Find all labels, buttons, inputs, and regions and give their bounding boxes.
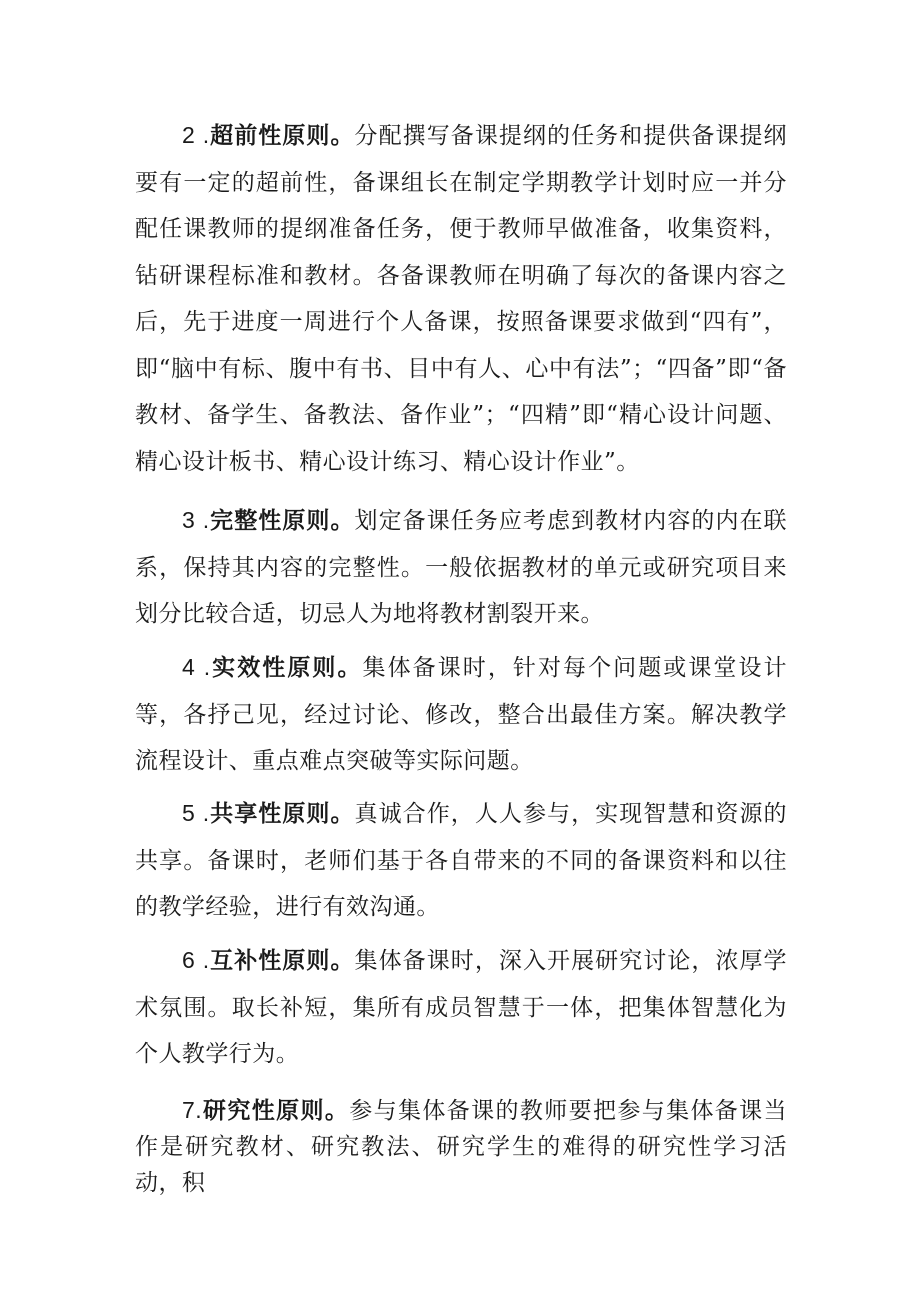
paragraph-title: 实效性原则。	[210, 655, 363, 681]
paragraph-body: 分配撰写备课提纲的任务和提供备课提纲要有一定的超前性，备课组长在制定学期教学计划时应一并分配任课教师的提纲准备任务，便于教师早做准备，收集资料，钻研课程标准和教材。各备课教师在明确了每次的备课内容之后，先于进度一周进行个人备课，按照备课要求做到“四有”，即“脑中有标、腹中有书、目中有人、心中有法”；“四备”即“备教材、备学生、备教法、备作业”；“四精”即“精心设计问题、精心设计板书、精心设计练习、精心设计作业”。	[135, 123, 788, 475]
paragraph-heading	[182, 655, 363, 681]
paragraph-heading	[182, 1098, 349, 1124]
paragraph-body: 真诚合作，人人参与，实现智慧和资源的共享。备课时，老师们基于各自带来的不同的备课资料和以往的教学经验，进行有效沟通。	[135, 801, 788, 920]
paragraph-number: 2 .	[182, 122, 210, 148]
paragraph-number: 7.	[182, 1097, 203, 1123]
paragraph-title: 共享性原则。	[209, 801, 355, 827]
paragraph-title: 互补性原则。	[209, 948, 355, 974]
paragraph-body: 参与集体备课的教师要把参与集体备课当作是研究教材、研究教法、研究学生的难得的研究性学习活动，积	[135, 1098, 787, 1196]
paragraph-number: 5 .	[182, 800, 210, 826]
paragraph-body: 集体备课时，针对每个问题或课堂设计等，各抒己见，经过讨论、修改，整合出最佳方案。解决教学流程设计、重点难点突破等实际问题。	[135, 655, 788, 774]
paragraph-principle-5	[135, 790, 787, 931]
paragraph-number: 3 .	[182, 507, 210, 533]
paragraph-principle-2	[135, 112, 787, 485]
paragraph-title: 完整性原则。	[209, 508, 355, 534]
paragraph-heading	[182, 801, 355, 827]
paragraph-title: 研究性原则。	[202, 1098, 350, 1124]
paragraph-heading	[182, 948, 355, 974]
paragraph-principle-6	[135, 937, 787, 1078]
paragraph-body: 集体备课时，深入开展研究讨论，浓厚学术氛围。取长补短，集所有成员智慧于一体，把集体智慧化为个人教学行为。	[135, 948, 788, 1067]
paragraph-heading	[182, 508, 355, 534]
paragraph-heading	[182, 123, 355, 149]
paragraph-principle-3	[135, 497, 787, 638]
paragraph-principle-7	[135, 1092, 787, 1201]
paragraph-title: 超前性原则。	[209, 123, 355, 149]
paragraph-principle-4	[135, 644, 787, 785]
paragraph-number: 4 .	[182, 654, 211, 680]
paragraph-number: 6 .	[182, 947, 210, 973]
paragraph-body: 划定备课任务应考虑到教材内容的内在联系，保持其内容的完整性。一般依据教材的单元或研究项目来划分比较合适，切忌人为地将教材割裂开来。	[135, 508, 788, 627]
